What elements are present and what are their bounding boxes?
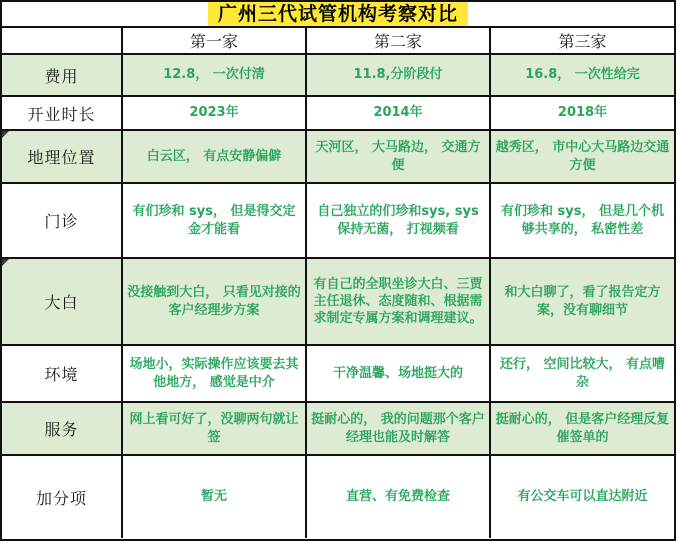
- row-label: 费用: [2, 55, 123, 97]
- table-cell-col3: 越秀区， 市中心大马路边交通方便: [491, 131, 674, 184]
- table-cell-col1: 暂无: [123, 456, 307, 538]
- table-cell-col3: 和大白聊了，看了报告定方案，没有聊细节: [491, 259, 674, 346]
- table-row: [2, 403, 674, 456]
- table-cell-col2: 直营、有免费检查: [307, 456, 491, 538]
- table-cell-col1: 有们珍和 sys， 但是得交定金才能看: [123, 184, 307, 259]
- table-cell-col3: 有公交车可以直达附近: [491, 456, 674, 538]
- table-cell-col3: 挺耐心的， 但是客户经理反复催签单的: [491, 403, 674, 456]
- table-header-row: [2, 28, 674, 55]
- table-cell-col3: 还行， 空间比较大， 有点嘈杂: [491, 346, 674, 403]
- table-row: [2, 97, 674, 131]
- column-header-3: 第三家: [491, 28, 674, 55]
- table-cell-col2: 2014年: [307, 97, 491, 131]
- corner-header-cell: [2, 28, 123, 55]
- row-label-with-corner-marker-icon: 大白: [2, 259, 123, 346]
- table-cell-col1: 白云区， 有点安静偏僻: [123, 131, 307, 184]
- table-row: [2, 346, 674, 403]
- table-cell-col1: 2023年: [123, 97, 307, 131]
- table-cell-col1: 12.8， 一次付清: [123, 55, 307, 97]
- table-cell-col2: 11.8,分阶段付: [307, 55, 491, 97]
- table-cell-col3: 2018年: [491, 97, 674, 131]
- row-label: 门诊: [2, 184, 123, 259]
- table-cell-col2: 有自己的全职坐诊大白、三贾主任退休、态度随和、根据需求制定专属方案和调理建议。: [307, 259, 491, 346]
- row-label-with-corner-marker-icon: 地理位置: [2, 131, 123, 184]
- table-cell-col2: 天河区， 大马路边， 交通方便: [307, 131, 491, 184]
- row-label: 服务: [2, 403, 123, 456]
- table-row: [2, 456, 674, 538]
- title-bar: [2, 2, 674, 28]
- table-row: [2, 55, 674, 97]
- table-row: [2, 184, 674, 259]
- table-cell-col2: 自己独立的们珍和sys, sys保持无菌， 打视频看: [307, 184, 491, 259]
- table-cell-col1: 没接触到大白， 只看见对接的客户经理步方案: [123, 259, 307, 346]
- table-cell-col3: 有们珍和 sys， 但是几个机够共享的， 私密性差: [491, 184, 674, 259]
- table-cell-col1: 网上看可好了，没聊两句就让签: [123, 403, 307, 456]
- table-row: [2, 131, 674, 184]
- column-header-1: 第一家: [123, 28, 307, 55]
- column-header-2: 第二家: [307, 28, 491, 55]
- table-row: [2, 259, 674, 346]
- table-cell-col2: 挺耐心的， 我的问题那个客户经理也能及时解答: [307, 403, 491, 456]
- row-label: 加分项: [2, 456, 123, 538]
- table-cell-col3: 16.8， 一次性给完: [491, 55, 674, 97]
- row-label: 开业时长: [2, 97, 123, 131]
- table-cell-col1: 场地小，实际操作应该要去其他地方， 感觉是中介: [123, 346, 307, 403]
- page-title: 广州三代试管机构考察对比: [208, 2, 468, 26]
- row-label: 环境: [2, 346, 123, 403]
- table-cell-col2: 干净温馨、场地挺大的: [307, 346, 491, 403]
